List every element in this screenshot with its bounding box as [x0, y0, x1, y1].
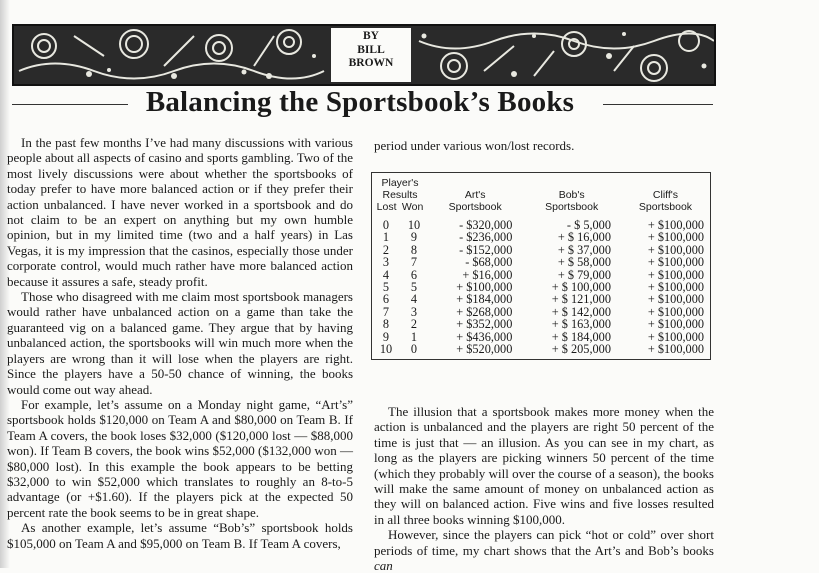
paragraph: Those who disagreed with me claim most sportsbook managers would rather have unbalanced action on a game than take the guaranteed vig on a balanced game. They argue that by having unbalanced action, the sportsbooks will win much more when the players are wrong than it will lose when the players are right. Since the players have a 50-50 chance of winning, the books would come out way ahead. [7, 289, 353, 397]
cell-lost: 2 [382, 242, 390, 257]
cell-bob: - $ 5,000 [566, 218, 611, 232]
table-row [372, 343, 711, 360]
cell-cliff: + $100,000 [647, 242, 704, 257]
paragraph: For example, let’s assume on a Monday night game, “Art’s” sportsbook holds $120,000 on Team A and $80,000 on Team B. If Team A covers, the book loses $32,000 ($120,000 lost — $88,000 won). If Team B covers, the book wins $52,000 ($132,000 won — $80,000 lost). In this example the book appears to be betting $32,000 to win $52,000 which translates to roughly an 8-to-5 advantage (or +$1.60). If the players pick at the expected 50 percent rate the book seems to be in great shape. [7, 396, 353, 520]
table-row [372, 293, 711, 305]
paragraph: In the past few months I’ve had many discussions with various people about all aspects of casino and sports gambling. Two of the most lively discussions were about whether the sportsbooks of today prefer to have more balanced action or if they prefer their action unbalanced. I have never worked in a sportsbook and do not claim to be an expert on anything but my own humble opinion, but in my limited time (two and a half years) in Las Vegas, it is my impression that the casinos, especially those under corporate control, would much rather have more balanced action because it assures a safe, steady profit. [7, 135, 353, 289]
byline-last-name: BROWN [348, 57, 394, 69]
byline-by: BY [363, 30, 379, 42]
cell-bob: + $ 142,000 [551, 304, 611, 319]
cell-lost: 4 [382, 267, 390, 282]
header-players-results [372, 173, 429, 220]
cell-art: + $520,000 [456, 342, 513, 357]
header-label: Sportsbook [545, 201, 599, 213]
header-lost: Lost [376, 201, 397, 213]
cell-won: 9 [410, 230, 418, 245]
cell-lost: 0 [382, 218, 390, 232]
header-won: Won [401, 201, 424, 213]
paragraph: The illusion that a sportsbook makes more money when the action is unbalanced and the players are right 50 percent of the time is just that — an illusion. As you can see in my chart, as long as the players are picking winners 50 percent of the time (which they probably will over the course of a season), the books will make the same amount of money on unbalanced action as they will on balanced action. Five wins and five losses resulted in all three books winning $100,000. [374, 404, 714, 527]
table-row [372, 231, 711, 243]
cell-won: 8 [410, 242, 418, 257]
cell-bob: + $ 121,000 [551, 292, 611, 307]
cell-art: + $100,000 [456, 280, 513, 295]
cell-won: 7 [410, 255, 418, 270]
paragraph [374, 527, 714, 573]
cell-bob: + $ 100,000 [551, 280, 611, 295]
header-label: Cliff's [652, 189, 679, 201]
cell-cliff: + $100,000 [647, 267, 704, 282]
header-cliff [621, 173, 711, 220]
cell-bob: + $ 16,000 [557, 230, 611, 245]
cell-cliff: + $100,000 [647, 342, 704, 357]
cell-cliff: + $100,000 [647, 292, 704, 307]
cell-cliff: + $100,000 [647, 280, 704, 295]
cell-won: 6 [410, 267, 418, 282]
table-row [372, 256, 711, 268]
decorative-banner [12, 24, 716, 86]
cell-bob: + $ 37,000 [557, 242, 611, 257]
header-label: Sportsbook [448, 201, 502, 213]
byline-first-name: BILL [357, 43, 385, 56]
article-title: Balancing the Sportsbook’s Books [145, 86, 575, 118]
cell-lost: 10 [379, 342, 393, 357]
cell-bob: + $ 184,000 [551, 329, 611, 344]
header-label: Player's Results [381, 177, 419, 201]
paragraph-continuation: period under various won/lost records. [374, 138, 575, 153]
cell-won: 3 [410, 304, 418, 319]
cell-art: - $68,000 [465, 255, 513, 270]
table-header-row [372, 173, 711, 220]
right-column-bottom [374, 404, 714, 573]
header-label: Art's [464, 189, 486, 201]
header-label: Bob's [558, 189, 585, 201]
cell-art: + $184,000 [456, 292, 513, 307]
byline [331, 28, 411, 82]
cell-bob: + $ 163,000 [551, 317, 611, 332]
cell-cliff: + $100,000 [647, 317, 704, 332]
cell-art: + $352,000 [456, 317, 513, 332]
cell-won: 1 [410, 329, 418, 344]
cell-art: + $16,000 [462, 267, 513, 282]
cell-lost: 9 [382, 329, 390, 344]
cell-cliff: + $100,000 [647, 230, 704, 245]
cell-won: 2 [410, 317, 418, 332]
emphasis: can [374, 558, 393, 573]
header-art [428, 173, 522, 220]
cell-art: + $268,000 [456, 304, 513, 319]
cell-bob: + $ 79,000 [557, 267, 611, 282]
cell-art: - $320,000 [459, 218, 513, 232]
paragraph: As another example, let’s assume “Bob’s” sportsbook holds $105,000 on Team A and $95,000 on Team B. If Team A covers, [7, 520, 353, 551]
cell-lost: 8 [382, 317, 390, 332]
header-label: Sportsbook [638, 201, 693, 213]
cell-lost: 3 [382, 255, 390, 270]
cell-lost: 5 [382, 280, 390, 295]
paragraph-text: However, since the players can pick “hot or cold” over short periods of time, my chart shows that the Art’s and Bob’s books [374, 527, 714, 558]
left-column [7, 135, 353, 551]
cell-won: 0 [410, 342, 418, 357]
cell-cliff: + $100,000 [647, 255, 704, 270]
results-table [371, 172, 711, 360]
cell-bob: + $ 205,000 [551, 342, 611, 357]
cell-art: + $436,000 [456, 329, 513, 344]
cell-cliff: + $100,000 [647, 329, 704, 344]
cell-won: 10 [407, 218, 421, 232]
cell-art: - $236,000 [459, 230, 513, 245]
right-column-top [374, 138, 714, 153]
cell-cliff: + $100,000 [647, 304, 704, 319]
cell-bob: + $ 58,000 [557, 255, 611, 270]
cell-cliff: + $100,000 [647, 218, 704, 232]
cell-lost: 6 [382, 292, 390, 307]
cell-lost: 1 [382, 230, 390, 245]
table-body [372, 219, 711, 360]
header-bob [522, 173, 621, 220]
table-row [372, 318, 711, 330]
cell-won: 5 [410, 280, 418, 295]
cell-lost: 7 [382, 304, 390, 319]
cell-art: - $152,000 [459, 242, 513, 257]
cell-won: 4 [410, 292, 418, 307]
